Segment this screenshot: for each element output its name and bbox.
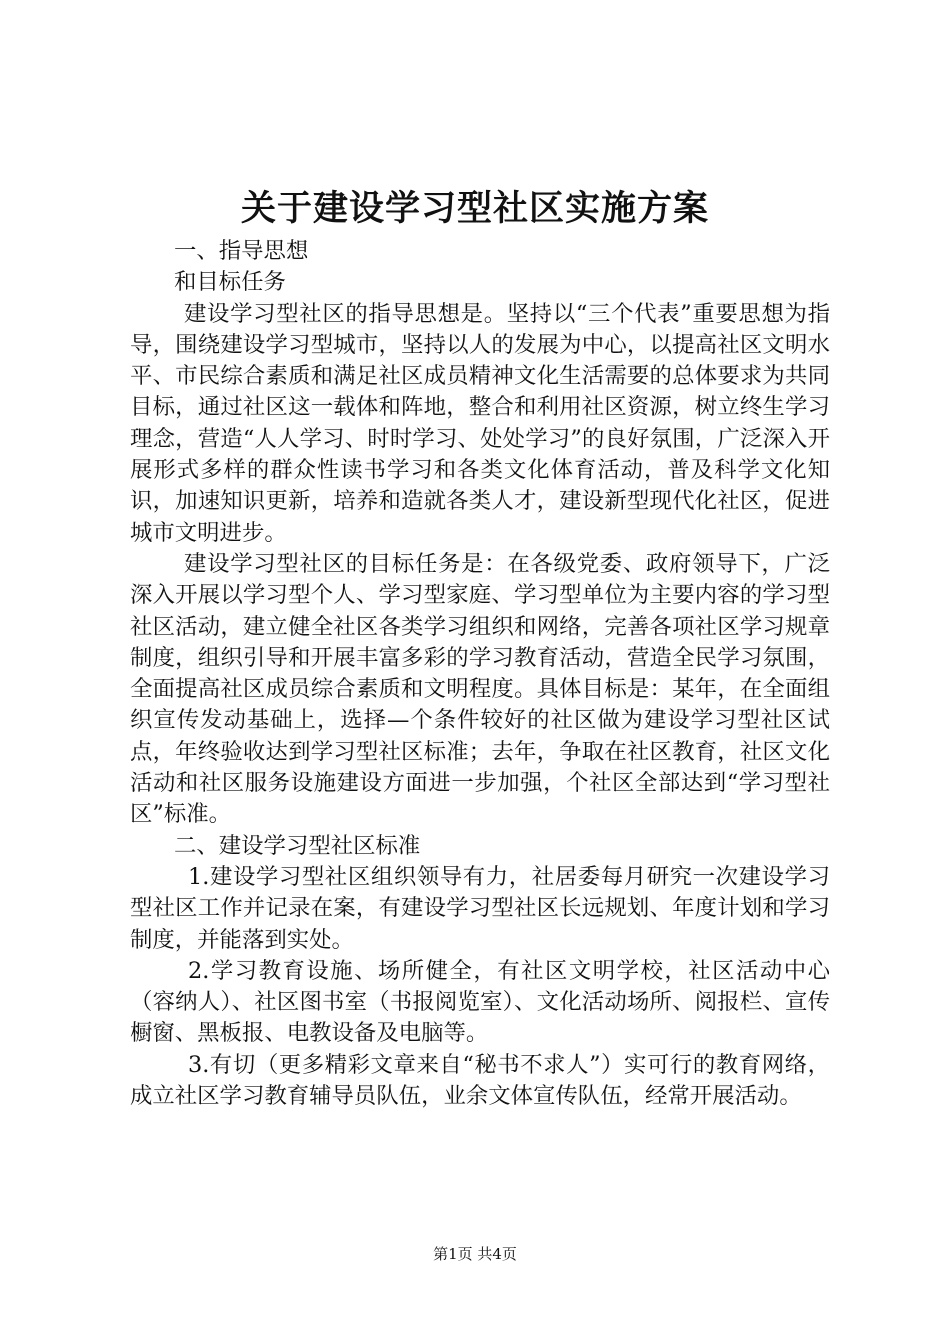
standard-item-3: 3.有切（更多精彩文章来自“秘书不求人”）实可行的教育网络，成立社区学习教育辅导员队伍，业余文体宣传队伍，经常开展活动。 xyxy=(130,1051,830,1110)
paragraph-target-tasks: 建设学习型社区的目标任务是：在各级党委、政府领导下，广泛深入开展以学习型个人、学习型家庭、学习型单位为主要内容的学习型社区活动，建立健全社区各类学习组织和网络，完善各项社区学习规章制度，组织引导和开展丰富多彩的学习教育活动，营造全民学习氛围，全面提高社区成员综合素质和文明程度。具体目标是：某年，在全面组织宣传发动基础上，选择—个条件较好的社区做为建设学习型社区试点，年终验收达到学习型社区标准；去年，争取在社区教育，社区文化活动和社区服务设施建设方面进一步加强，个社区全部达到“学习型社区”标准。 xyxy=(130,550,830,828)
section-heading-2: 二、建设学习型社区标准 xyxy=(174,832,421,859)
page-footer: 第1页 共4页 xyxy=(433,1245,517,1263)
paragraph-guiding-ideology: 建设学习型社区的指导思想是。坚持以“三个代表”重要思想为指导，围绕建设学习型城市，坚持以人的发展为中心，以提高社区文明水平、市民综合素质和满足社区成员精神文化生活需要的总体要求为共同目标，通过社区这一载体和阵地，整合和利用社区资源，树立终生学习理念，营造“人人学习、时时学习、处处学习”的良好氛围，广泛深入开展形式多样的群众性读书学习和各类文化体育活动，普及科学文化知识，加速知识更新，培养和造就各类人才，建设新型现代化社区，促进城市文明进步。 xyxy=(130,300,830,546)
section-heading-1-continued: 和目标任务 xyxy=(174,269,286,296)
standard-item-1: 1.建设学习型社区组织领导有力，社居委每月研究一次建设学习型社区工作并记录在案，有建设学习型社区长远规划、年度计划和学习制度，并能落到实处。 xyxy=(130,863,830,953)
standard-item-2: 2.学习教育设施、场所健全，有社区文明学校，社区活动中心（容纳人）、社区图书室（书报阅览室）、文化活动场所、阅报栏、宣传橱窗、黑板报、电教设备及电脑等。 xyxy=(130,957,830,1047)
document-title: 关于建设学习型社区实施方案 xyxy=(240,189,709,229)
document-body xyxy=(130,236,830,1112)
section-heading-1: 一、指导思想 xyxy=(174,238,309,264)
